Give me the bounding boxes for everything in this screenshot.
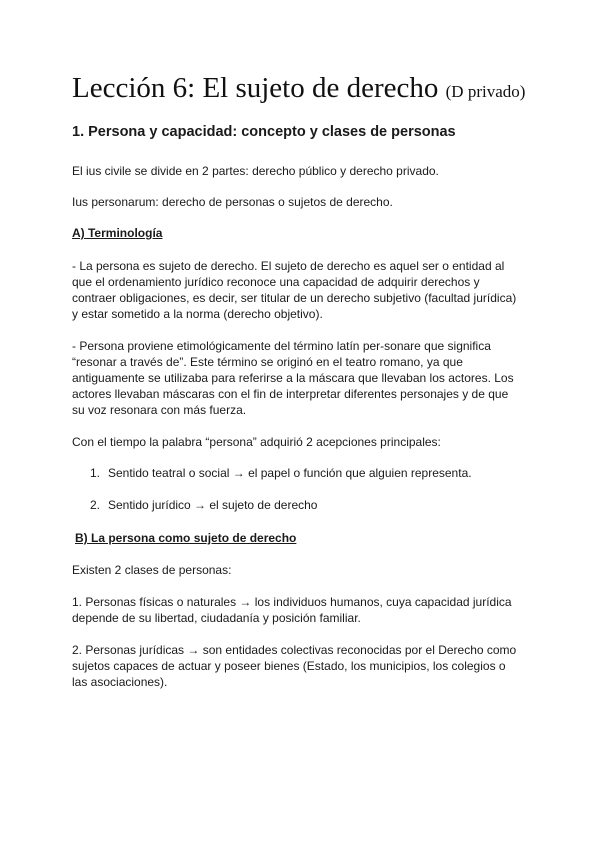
paragraph-etimologia bbox=[72, 338, 532, 418]
text-line: 1. Personas físicas o naturales → los individuos humanos, cuya capacidad jurídica bbox=[72, 595, 512, 609]
title-main: Lección 6: El sujeto de derecho bbox=[72, 72, 439, 104]
paragraph-sujeto-derecho bbox=[72, 258, 532, 322]
text-line: 2. Personas jurídicas → son entidades colectivas reconocidas por el Derecho como bbox=[72, 643, 517, 657]
subheading-persona-sujeto: B) La persona como sujeto de derecho bbox=[75, 531, 297, 545]
list-number: 2. bbox=[90, 498, 101, 512]
list-number: 1. bbox=[90, 466, 101, 480]
text-line: contraer obligaciones, es decir, ser titular de un derecho subjetivo (facultad jurídica) bbox=[72, 291, 517, 305]
intro-paragraph-ius-civile: El ius civile se divide en 2 partes: derecho público y derecho privado. bbox=[72, 164, 439, 178]
intro-paragraph-ius-personarum: Ius personarum: derecho de personas o sujetos de derecho. bbox=[72, 195, 393, 209]
text-line: - La persona es sujeto de derecho. El sujeto de derecho es aquel ser o entidad al bbox=[72, 259, 505, 273]
text-line: su voz resonara con más fuerza. bbox=[72, 403, 247, 417]
paragraph-personas-juridicas bbox=[72, 642, 532, 690]
list-text: Sentido jurídico → el sujeto de derecho bbox=[108, 498, 318, 512]
text-line: sujetos capaces de actuar y poseer bienes (Estado, los municipios, los colegios o bbox=[72, 659, 506, 673]
section-heading-persona-capacidad: 1. Persona y capacidad: concepto y clases de personas bbox=[72, 124, 456, 140]
text-line: las asociaciones). bbox=[72, 675, 168, 689]
text-line: “resonar a través de”. Este término se originó en el teatro romano, ya que bbox=[72, 355, 463, 369]
list-item bbox=[90, 466, 472, 480]
text-line: y estar sometido a la norma (derecho objetivo). bbox=[72, 307, 323, 321]
list-text: Sentido teatral o social → el papel o función que alguien representa. bbox=[108, 466, 472, 480]
paragraph-clases-personas: Existen 2 clases de personas: bbox=[72, 563, 232, 577]
title-subtitle: (D privado) bbox=[445, 82, 526, 101]
subheading-terminologia: A) Terminología bbox=[72, 226, 163, 240]
page-title bbox=[72, 72, 525, 105]
text-line: depende de su libertad, ciudadanía y posición familiar. bbox=[72, 611, 361, 625]
text-line: actores llevaban máscaras con el fin de interpretar diferentes personajes y de que bbox=[72, 387, 509, 401]
text-line: - Persona proviene etimológicamente del término latín per-sonare que significa bbox=[72, 339, 491, 353]
text-line: que el ordenamiento jurídico reconoce una capacidad de adquirir derechos y bbox=[72, 275, 480, 289]
text-line: antiguamente se utilizaba para referirse a la máscara que llevaban los actores. Los bbox=[72, 371, 514, 385]
paragraph-personas-fisicas bbox=[72, 594, 532, 626]
paragraph-acepciones: Con el tiempo la palabra “persona” adquirió 2 acepciones principales: bbox=[72, 435, 441, 449]
list-item bbox=[90, 498, 317, 512]
